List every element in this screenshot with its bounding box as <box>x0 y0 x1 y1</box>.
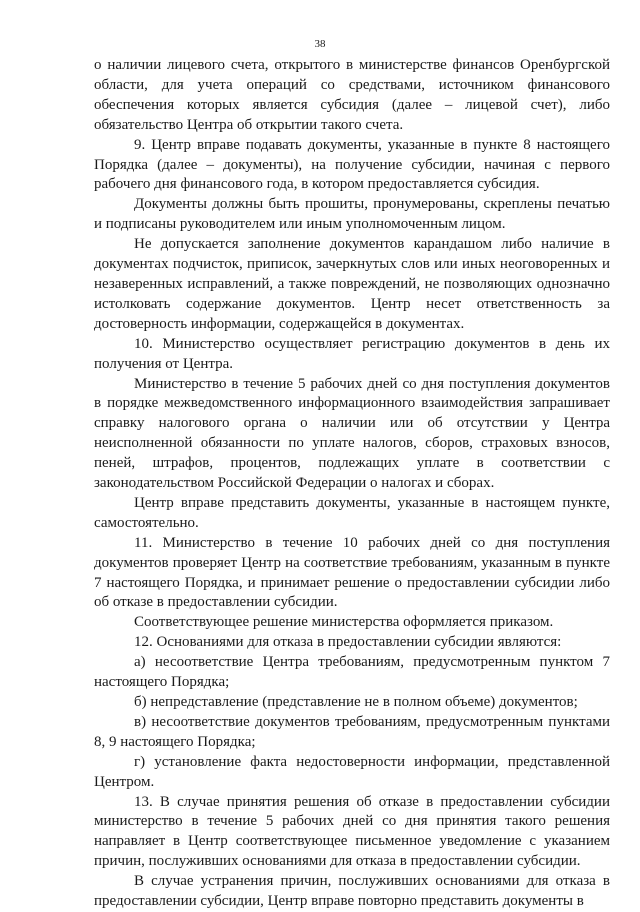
paragraph-clause-9: 9. Центр вправе подавать документы, указанные в пункте 8 настоящего Порядка (далее – документы), на получение субсидии, начиная с первого рабочего дня финансового года, в котором предоставляется субсидия. <box>94 136 610 193</box>
paragraph-documents-bound: Документы должны быть прошиты, пронумерованы, скреплены печатью и подписаны руководителем или иным уполномоченным лицом. <box>94 196 610 233</box>
paragraph-clause-13: 13. В случае принятия решения об отказе в предоставлении субсидии министерство в течение 5 рабочих дней со дня принятия такого решения направляет в Центр соответствующее письменное уведомление с указанием причин, послуживших основаниями для отказа в предоставлении субсидии. <box>94 793 610 870</box>
paragraph-order-decision: Соответствующее решение министерства оформляется приказом. <box>134 614 554 631</box>
paragraph-clause-11: 11. Министерство в течение 10 рабочих дней со дня поступления документов проверяет Центр на соответствие требованиям, указанным в пункте 7 настоящего Порядка, и принимает решение о предоставлении субсидии либо об отказе в предоставлении субсидии. <box>94 534 610 611</box>
list-item-v: в) несоответствие документов требованиям, предусмотренным пунктами 8, 9 настоящего Порядка; <box>94 713 610 750</box>
page-number: 38 <box>314 38 326 50</box>
paragraph-clause-12: 12. Основаниями для отказа в предоставлении субсидии являются: <box>134 634 562 651</box>
list-item-a: а) несоответствие Центра требованиям, предусмотренным пунктом 7 настоящего Порядка; <box>94 654 610 691</box>
list-item-b: б) непредставление (представление не в полном объеме) документов; <box>134 694 578 710</box>
list-item-g: г) установление факта недостоверности информации, представленной Центром. <box>94 753 610 790</box>
paragraph-account-condition: о наличии лицевого счета, открытого в министерстве финансов Оренбургской области, для учета операций со средствами, источником финансового обеспечения которых является субсидия (далее – лицевой счет), либо обязательство Центра об открытии такого счета. <box>94 57 610 133</box>
document-body <box>94 56 610 912</box>
paragraph-clause-10: 10. Министерство осуществляет регистрацию документов в день их получения от Центра. <box>94 335 610 372</box>
paragraph-resubmission: В случае устранения причин, послуживших основаниями для отказа в предоставлении субсидии, Центр вправе повторно представить документы в <box>94 873 610 910</box>
paragraph-no-pencil: Не допускается заполнение документов карандашом либо наличие в документах подчисток, приписок, зачеркнутых слов или иных неоговоренных и незаверенных исправлений, а также повреждений, не позволяющих однозначно истолковать содержание документов. Центр несет ответственность за достоверность информации, содержащейся в документах. <box>94 236 610 332</box>
paragraph-tax-inquiry: Министерство в течение 5 рабочих дней со дня поступления документов в порядке межведомственного информационного взаимодействия запрашивает справку налогового органа о наличии или об отсутствии у Центра неисполненной обязанности по уплате налогов, сборов, страховых взносов, пеней, штрафов, процентов, подлежащих уплате в соответствии с законодательством Российской Федерации о налогах и сборах. <box>94 375 610 492</box>
paragraph-self-submission: Центр вправе представить документы, указанные в настоящем пункте, самостоятельно. <box>94 494 610 531</box>
